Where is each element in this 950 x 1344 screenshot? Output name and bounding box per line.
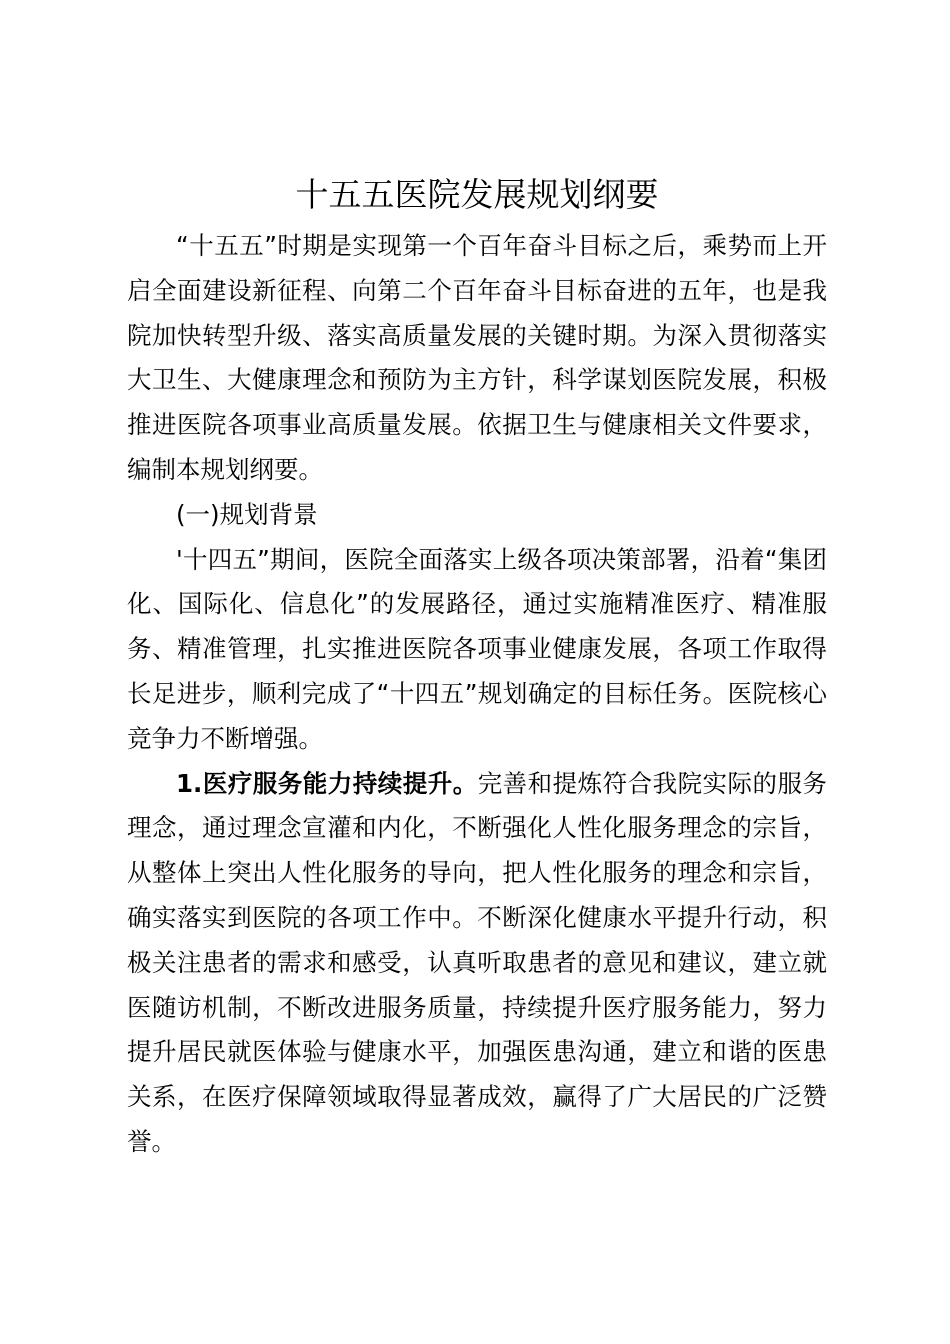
intro-paragraph: “十五五”时期是实现第一个百年奋斗目标之后，乘势而上开启全面建设新征程、向第二个百年奋斗目标奋进的五年，也是我院加快转型升级、落实高质量发展的关键时期。为深入贯彻落实大卫生、大健康理念和预防为主方针，科学谋划医院发展，积极推进医院各项事业高质量发展。依据卫生与健康相关文件要求，编制本规划纲要。: [127, 231, 827, 484]
item-1-paragraph: [127, 762, 827, 1165]
item-1-body: 完善和提炼符合我院实际的服务理念，通过理念宣灌和内化，不断强化人性化服务理念的宗旨，从整体上突出人性化服务的导向，把人性化服务的理念和宗旨，确实落实到医院的各项工作中。不断深化健康水平提升行动，积极关注患者的需求和感受，认真听取患者的意见和建议，建立就医随访机制，不断改进服务质量，持续提升医疗服务能力，努力提升居民就医体验与健康水平，加强医患沟通，建立和谐的医患关系，在医疗保障领域取得显著成效，赢得了广大居民的广泛赞誉。: [127, 768, 827, 1156]
item-1-lead: 1.医疗服务能力持续提升。: [176, 768, 478, 798]
document-page: [127, 172, 827, 1165]
section-heading-background: (一)规划背景: [176, 499, 318, 529]
background-paragraph: '十四五”期间，医院全面落实上级各项决策部署，沿着“集团化、国际化、信息化”的发展路径，通过实施精准医疗、精准服务、精准管理，扎实推进医院各项事业健康发展，各项工作取得长足进步，顺利完成了“十四五”规划确定的目标任务。医院核心竞争力不断增强。: [127, 544, 827, 753]
document-title: 十五五医院发展规划纲要: [295, 175, 659, 214]
